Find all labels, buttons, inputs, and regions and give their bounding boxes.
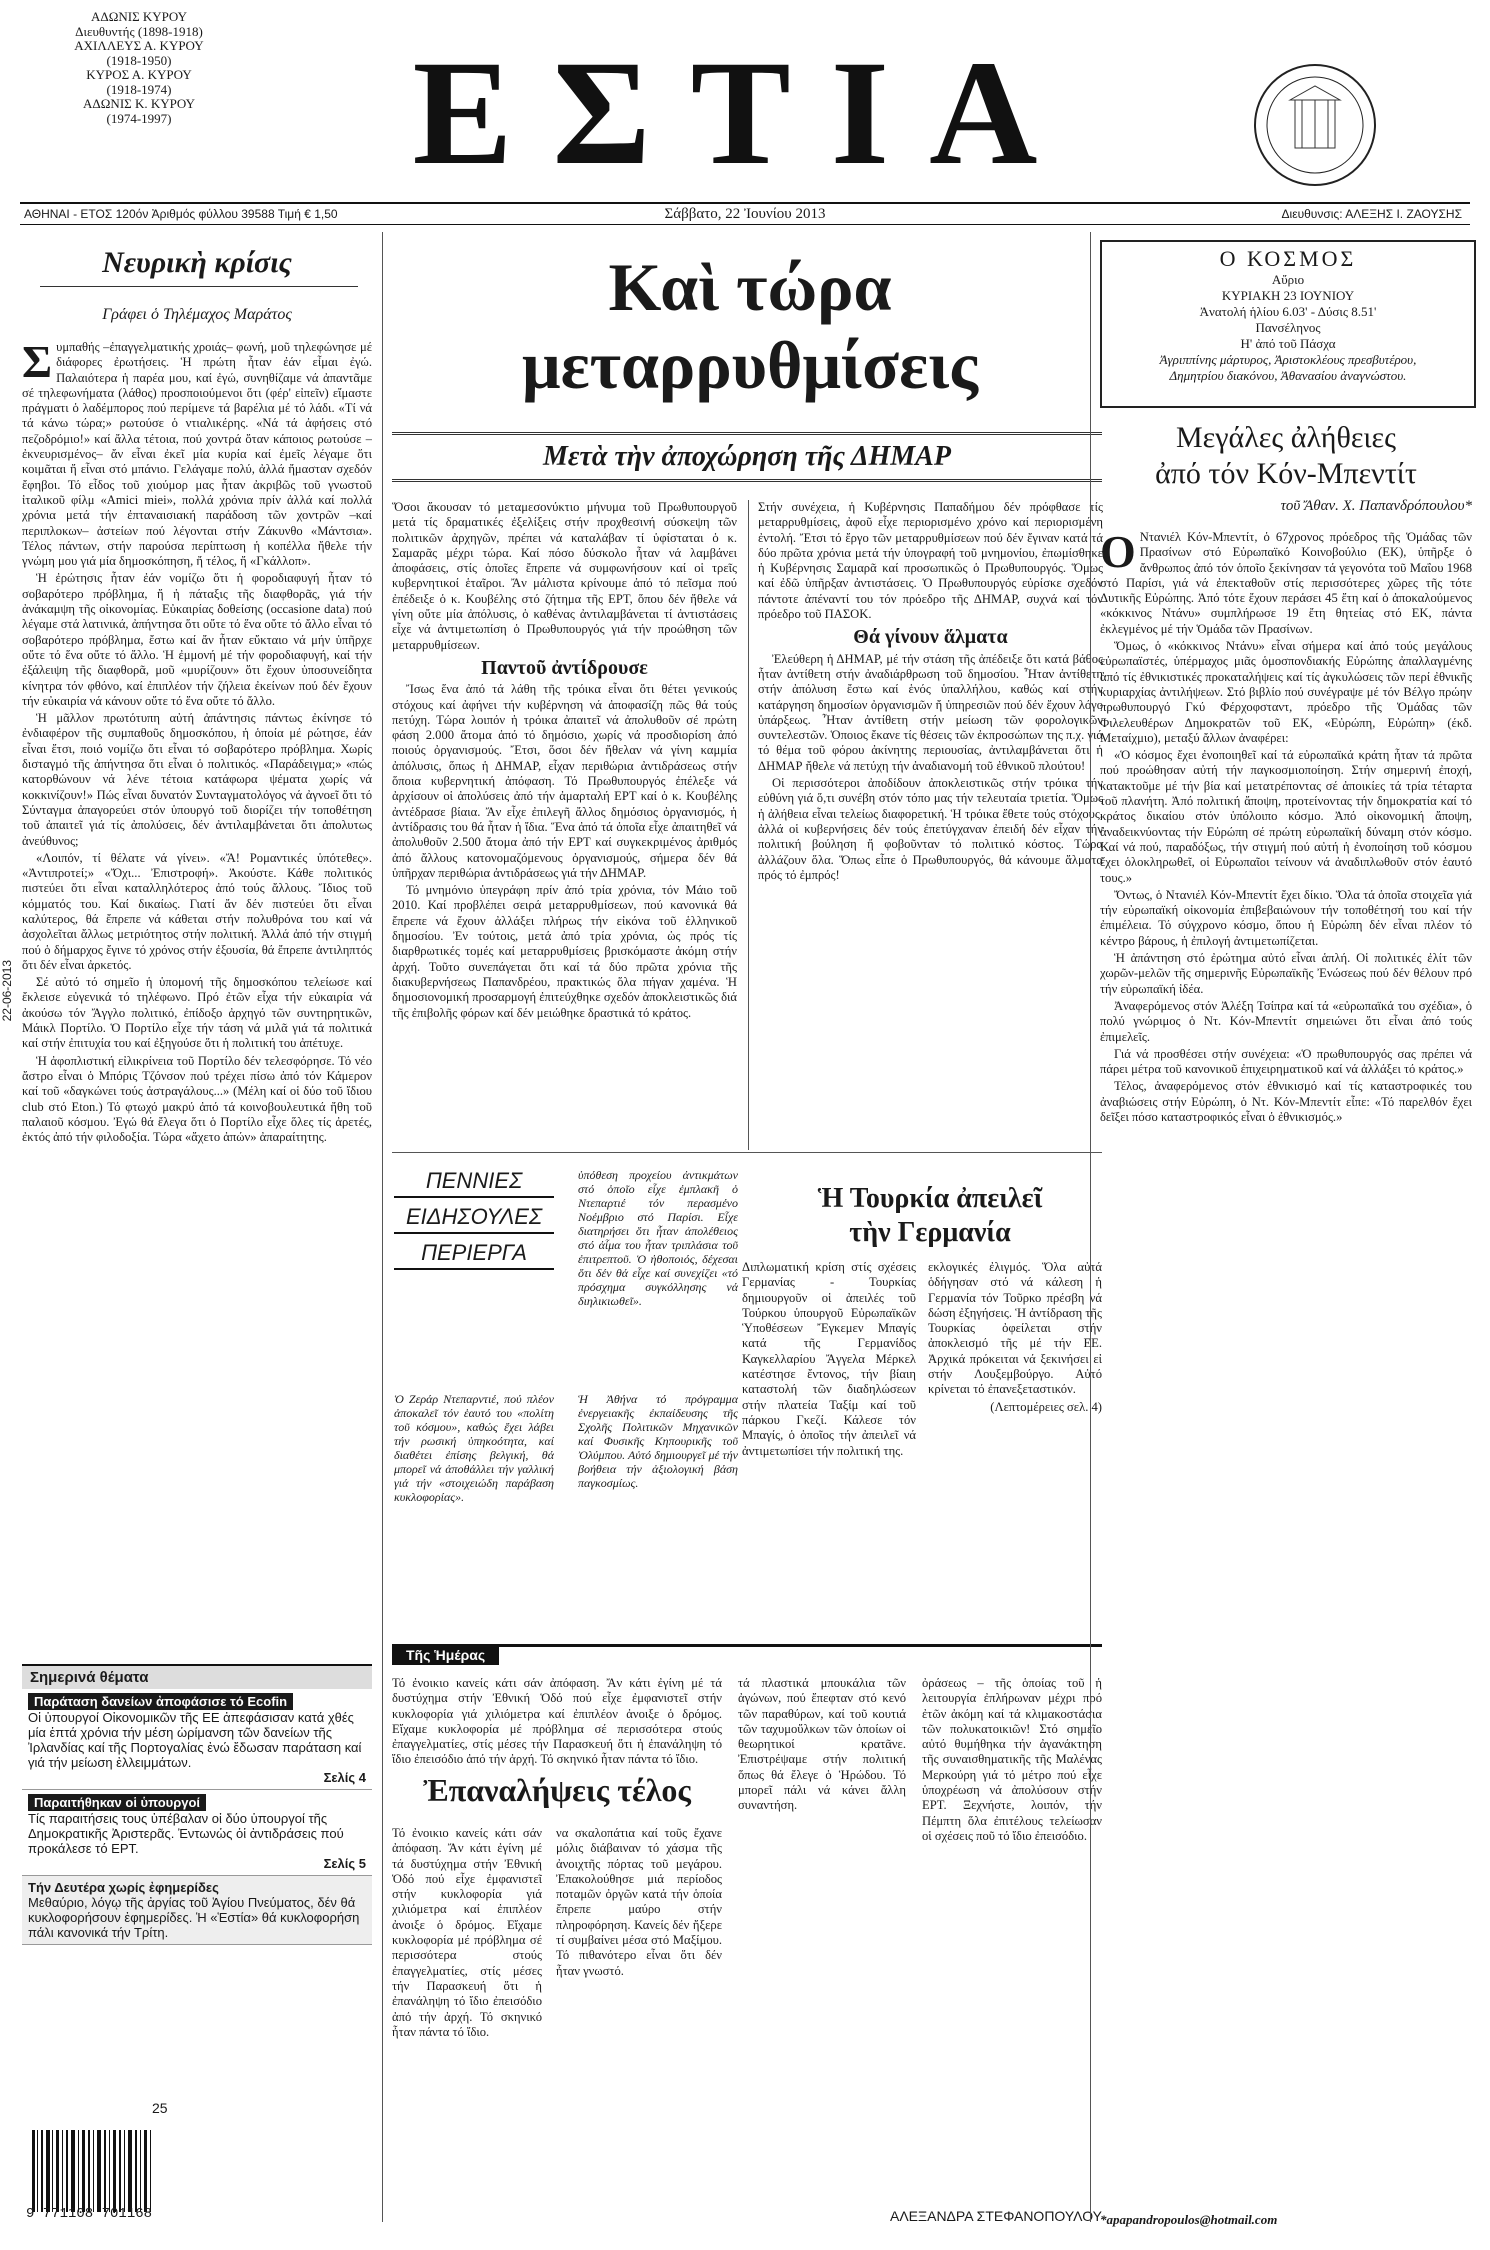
- founder-line: ΚΥΡΟΣ Α. ΚΥΡΟΥ: [86, 67, 192, 82]
- topic-body: Μεθαύριο, λόγῳ τῆς ἀργίας τοῦ Ἁγίου Πνεύματος, δέν θά κυκλοφορήσουν ἐφημερίδες. Ἡ «Ἑστία» θά κυκλοφορήση πάλι κανονικά τήν Τρίτη.: [28, 1895, 360, 1940]
- paragraph: Ἀναφερόμενος στόν Ἀλέξη Τσίπρα καί τά «εὐρωπαϊκά του σχέδια», ὁ πολύ γνώριμος ὁ Ντ. Κόν-Μπεντίτ σημειώνει ὅτι εἶναι ἀπό τούς ἐπιμελεῖς.: [1100, 998, 1472, 1044]
- paragraph: (Λεπτομέρειες σελ. 4): [990, 1399, 1102, 1414]
- headline-line: μεταρρυθμίσεις: [522, 327, 978, 403]
- column-divider: [382, 232, 383, 2222]
- topic-body: Τίς παραιτήσεις τους ὑπέβαλαν οἱ δύο ὑπουργοί τῆς Δημοκρατικῆς Ἀριστερᾶς. Ἐντωνὡς ὁἱ ἀντιδράσεις πού προκάλεσε τό ΕΡΤ.: [28, 1811, 344, 1856]
- paragraph: Ὄντως, ὁ Ντανιέλ Κόν-Μπεντίτ ἔχει δίκιο. Ὅλα τά ὁποῖα στοιχεῖα γιά τήν εὐρωπαϊκή οἰκονομία ἐπιβεβαιώνουν τήν τοποθέτησή του καί τήν ἐπιμέλεια. Τό σύγχρονο κόσμο, ὅπου ἡ Εὐρώπη δέν εἶναι πλέον τό κέντρο βάρους, ἡ ἐπιλογή ἀντιμετωπίζεται.: [1100, 887, 1472, 948]
- headline-line: τὴν Γερμανία: [849, 1217, 1011, 1248]
- founder-line: (1918-1974): [106, 81, 172, 97]
- topic-page: Σελίς 5: [323, 1856, 366, 1871]
- paragraph: Ὁ Ζεράρ Ντεπαρντιέ, πού πλέον ἀποκαλεῖ τόν ἑαυτό του «πολίτη τοῦ κόσμου», καθώς ἔχει λάβει τήν ρωσική ὑπηκοότητα, καί διαθέτει ἐπίσης βελγική, θά μπορεῖ νά ἀποθάλλει τήν γαλλική γιά τήν «στοιχειώδη παράβαση κυκλοφορίας».: [394, 1392, 554, 1504]
- paragraph: Σέ αὐτό τό σημεῖο ἡ ὑπομονή τῆς δημοσκόπου τελείωσε καί ἔκλεισε εὐγενικά τό τηλέφωνο. Πρό ἐτῶν εἶχα τήν εὐκαιρία νά ἀκούσω τόν Ἄγγλο πολιτικό, ἐπίδοξο ἀρχηγό τῶν συντηρητικῶν, Μάικλ Πορτίλο. Ὁ Πορτίλο εἶχε τήν τάση νά μιλᾶ γιά τά πολιτικά καί στήν ἐπιτυχία του καί ἐξηγούσε ὅτι ἡ πολιτική του ἀπέτυχε.: [22, 975, 372, 1051]
- headline-line: ἀπό τόν Κόν-Μπεντίτ: [1155, 457, 1417, 490]
- editorial-tab-label: Τῆς Ἡμέρας: [392, 1645, 499, 1665]
- editorial-col-3: [738, 1676, 906, 2216]
- paragraph: τά πλαστικά μπουκάλια τῶν ἀγώνων, πού ἔπεφταν στό κενό τῶν παραθύρων, καί τοῦ κουτιά τῶν ταχυμοὔλκων τῶν ὁποίων οἱ θεωρητικοί κρατᾶνε. Ἐπιστρέψαμε στήν πολιτική ὅπως θά ἔλεγε ὁ Ἡρώδου. Τό μπορεῖ πάλι νά κάνει ἄλλη συναντήση.: [738, 1676, 906, 1813]
- turkey-headline: [760, 1182, 1100, 1250]
- kosmos-box: [1100, 240, 1476, 408]
- paragraph: Ἡ ἐρώτησις ἦταν ἐάν νομίζω ὅτι ἡ φοροδιαφυγή ἦταν τό σοβαρότερο πρόβλημα, ἤ ἡ πάταξις τῆς διαφθορᾶς, γιά τήν ἀνάκαμψη τῆς οἰκονομίας. Εὐκαιρίας δοθείσης (occasione data) πού λέγαμε στά λατινικά, ἀπήντησα ὅτι οὔτε τό ἕνα οὔτε τό ἄλλο εἶναι τό σοβαρότερο πρόβλημα, ἔστω καί ἄν ἦταν εὔκταιο νά μήν ὑπῆρχε οὔτε τό ἕνα οὔτε τό ἄλλο. Ἡ ἐμμονή μέ τήν φοροδιαφυγή, καί τήν ἐξάλειψη τῆς διαφθορᾶ, μοῦ «μυρίζουν» ὅτι ἔχουν ὑποσυνείδητα κίνητρα τόν φθόνο, καί ἐπιπλέον τήν ζήλεια ἐκείνων πού δέν ἔχουν τήν εὐκαιρία νά κάνουν οὔτε τό ἕνα οὔτε τό ἄλλο.: [22, 571, 372, 708]
- right-article-title: [1100, 420, 1472, 492]
- left-article-byline: Γράφει ὁ Τηλέμαχος Μαράτος: [102, 306, 292, 323]
- turkey-col-2: [928, 1260, 1102, 1630]
- paragraph: «Ὁ κόσμος ἔχει ἐνοποιηθεῖ καί τά εὐρωπαϊκά κράτη ἦταν τά πρῶτα πού προώθησαν αὐτή τήν παγκοσμιοποίηση. Στήν σημερινή ἐποχή, κατακτοῦμε μέ τήν βία καί μετατρέποντας σέ ἀποικίες τά τρία τέταρτα τοῦ πλανήτη. Ἀπό πολιτική ἄποψη, προτείνοντας τήν δημοκρατία καί τό κράτος δικαίου στόν ὑπόλοιπο κόσμο. Ἀπό οἰκονομική ἄποψη, ἀναδεικνύοντας τήν Εὐρώπη σέ πρώτη εὐρωπαϊκή δύναμη στόν κόσμο. Καί νά πού, παραδόξως, τήν στιγμή πού αὐτή ἡ ἐνοποίηση τοῦ κόσμου ἔχει ὁλοκληρωθεῖ, οἱ Εὐρωπαῖοι τείνουν νά ἀναδιπλωθοῦν στόν ἑαυτό τους.»: [1100, 748, 1472, 885]
- paragraph: υμπαθής –ἐπαγγελματικής χροιάς– φωνή, μοῦ τηλεφώνησε μέ διάφορες ἐρωτήσεις. Ἡ πρώτη ἦταν ἐάν εἶμαι ἐγώ. Παλαιότερα ἡ παρέα μου, καί ἐγώ, συνηθίζαμε νά ἀπαντᾶμε σέ τηλεφωνήματα (λάθος) προσποιούμενοι ὅτι (φέρ' εἰπεῖν) εἴμαστε πράγματι ὁ λαδέμπορος πού περίμενε τά βαρέλια μέ τό λάδι. «Τί νά τά κάνω τώρα;» ρωτούσε ὁ ντιαλικέρης. «Νά τά ἀφήσεις στό πεζοδρόμιο!» καί ἄλλα τέτοια, πού χοντρά ὅταν κάποιος ρωτούσε –ἐκνευρισμένος– ἄν εἶναι ἐκεῖ μία κυρία καί ἐμεῖς λέγαμε ὅτι κοιμᾶται ἤ εἶναι στό μπάνιο. Γελάγαμε πολύ, ἀλλά ἤμασταν σχεδόν ἔφηβοι. Τό εἶδος τοῦ χιούμορ μας ἦταν ἀκριβῶς τοῦ γνωστοῦ ἰταλικοῦ φίλμ «Amici miei», πολλά χρόνια πρίν ἀλλά καί πολλά χρόνια μετά τήν ἐπταναισιακή παράδοση τῶν χοντρῶν –καί περιπλοκων– ἀστείων πού λέγονται στήν Ζάκυνθο «Μάντσια». Τέλος πάντων, στήν παρούσα περίπτωση ἡ κοπέλλα ἤθελε τήν γνώμη μου γιά μία δημοσκόπηση, ἤ τέλος, ἤ «Γκάλλοπ».: [22, 340, 372, 569]
- right-article-body: [1100, 530, 1472, 2210]
- editorial-intro: [392, 1676, 722, 1768]
- kosmos-line: ΚΥΡΙΑΚΗ 23 ΙΟΥΝΙΟΥ: [1221, 288, 1355, 303]
- headline-line: Ἡ Τουρκία ἀπειλεῖ: [817, 1183, 1043, 1214]
- paragraph: ὑπόθεση προχείου ἀντικμάτων στό ὁποῖο εἶχε ἐμπλακῆ ὁ Ντεπαρτιέ τόν περασμένο Νοέμβριο στό Παρίσι. Εἶχε διατηρήσει ὅτι ἦταν ἀπολέθειος στό ἀἶμα του ἦταν τριπλάσια τοῦ ἐπιτρεπτοῦ. Ὁ ἠθοποιός, δέχεσαι ὅτι δέν θά εἶχε καί συνεχίζει «τό πρόσχημα συγκόλλησης νά διηλικιωθεῖ».: [578, 1168, 738, 1308]
- right-article-footnote[interactable]: *apapandropoulos@hotmail.com: [1100, 2212, 1278, 2227]
- main-subbanner: Μετὰ τὴν ἀποχώρηση τῆς ΔΗΜΑΡ: [392, 432, 1102, 482]
- quirk-title: ΕΙΔΗΣΟΥΛΕΣ: [394, 1204, 554, 1234]
- newspaper-logo: ΕΣΤΙΑ: [412, 30, 1078, 196]
- founders-box: [24, 10, 254, 126]
- topic-item[interactable]: [22, 1790, 372, 1876]
- paragraph: Ντανιέλ Κόν-Μπεντίτ, ὁ 67χρονος πρόεδρος τῆς Ὁμάδας τῶν Πρασίνων στό Εὐρωπαϊκό Κοινοβούλιο (ΕΚ), ὑπῆρξε ὁ ἄνθρωπος ἀπό τόν ὁποῖο ξεκίνησαν τά γεγονότα τοῦ Μαΐου 1968 στό Παρίσι, γιά νά ἐπεκταθοῦν στίς περισσότερες χῶρες τῆς τότε Δυτικῆς Εὐρώπης. Ἀπό τότε ἔχουν περάσει 45 ἔτη καί ὁ ἀποκαλούμενος «κόκκινος Ντάνυ» συμπλήρωσε 19 ἔτη θητείας στό ΕΚ, πάντα ἐκλεγμένος μέ τήν Ὁμάδα τῶν Πρασίνων.: [1100, 530, 1472, 636]
- paragraph: Γιά νά προσθέσει στήν συνέχεια: «Ὁ πρωθυπουργός σας πρέπει νά πάρει μέτρα τοῦ κανονικοῦ ἐπιχειρηματικοῦ καί νά ἀλλάξει τό κράτος.»: [1100, 1046, 1472, 1077]
- founder-line: ΑΔΩΝΙΣ ΚΥΡΟΥ: [90, 9, 188, 24]
- main-col-2: [758, 500, 1103, 1140]
- quirk-title: ΠΕΡΙΕΡΓΑ: [394, 1240, 554, 1270]
- editorial-col-1: [392, 1826, 542, 2218]
- editorial-tab: [392, 1644, 1102, 1665]
- dropcap: Σ: [22, 340, 53, 387]
- founder-line: (1918-1950): [106, 52, 172, 68]
- dateline-bar: [20, 202, 1470, 225]
- quirk-col-3: [578, 1392, 738, 1632]
- topics-title: Σημερινά θέματα: [22, 1664, 372, 1689]
- section-heading: Θά γίνουν ἅλματα: [853, 626, 1008, 649]
- paragraph: Τέλος, ἀναφερόμενος στόν ἐθνικισμό καί τίς καταστροφικές του ἀναβιώσεις στήν Εὐρώπη, ὁ Ντ. Κόν-Μπεντίτ εἶπε: «Τό παρελθόν ἔχει δεῖξει πόσο καταστροφικός εἶναι ὁ ἐθνικισμός.»: [1100, 1079, 1472, 1124]
- editorial-title: Ἐπαναλήψεις τέλος: [423, 1772, 691, 1808]
- paragraph: Ἴσως ἕνα ἀπό τά λάθη τῆς τρόικα εἶναι ὅτι θέτει γενικούς στόχους καί ἀφήνει τήν κυβέρνηση νά ἀποφασίζη πῶς θά τούς πετύχη. Τώρα λοιπόν ἡ τρόικα ἀπαιτεῖ νά ἀπολυθοῦν σέ πρώτη φάση 2.000 ἄτομα ἀπό τό δημόσιο, χωρίς νά προσδιορίση ἀπό ποιούς ὀργανισμούς. Ἔτσι, ὅσοι δέν ἤθελαν νά γίνη καμμία ἀπόλυσις, ὅπως ἡ ΔΗΜΑΡ, εἶχαν περιθώρια ἀντιδράσεως στήν ὅποια κυβερνητική ἀπόφαση. Τό Πρωθυπουργός ἐπέλεξε νά ἀρχίσουν οἱ ἀπολύσεις ἀπό τήν ἀμαρταλή ΕΡΤ καί ὁ κ. Κουβέλης ἀντέδρασε βίαια. Ἄν εἶχε ἐπιλεγῆ ἄλλος δημόσιος ὀργανισμός, ἡ ἀντίδρασις του θά ἦταν ἡ ἴδια. Ἕνα ἀπό τά ὁποῖα εἶχε ἀπαιτηθεῖ νά ἀπολυθοῦν 2.500 ἄτομα ἀπό τήν ΕΡΤ καί συγκεκριμένος ἀριθμός ἀπό ἄλλους κατονομαζόμενους ὀργανισμούς, σήμερα δέν θά ὑπῆρχαν περιθώρια ἀντιδράσεως γιά τήν ΔΗΜΑΡ.: [392, 682, 737, 880]
- column-divider: [1090, 232, 1091, 2222]
- paragraph: Ἐλεύθερη ἡ ΔΗΜΑΡ, μέ τήν στάση τῆς ἀπέδειξε ὅτι κατά βάθος ἦταν ἀντίθετη στήν ἀναδιάρθρωση τοῦ δημοσίου. Ἦταν ἀντίθετη στήν ἀπόλυση ἔστω καί ἑνός ὑπαλλήλου, καθώς καί στήν κατάργηση δημοσίων ὀργανισμῶν ἤ ὑπηρεσιῶν πού δέν ἔχουν λόγο ὑπάρξεως. Ἦταν ἀντίθετη στήν μείωση τῶν φορολογικῶν συντελεστῶν. Ὁποιος ἔκανε τίς θέσεις τῶν ἐκπροσώπων της π.χ. γιά τό θέμα τοῦ φόρου ἀκίνητης περιουσίας, ἀντιλαμβάνεται ὅτι ἡ ΔΗΜΑΡ ἤθελε νά πετύχη τήν ἀναδιανομή τοῦ ἐθνικοῦ πλούτου!: [758, 651, 1103, 773]
- paragraph: Τό μνημόνιο ὑπεγράφη πρίν ἀπό τρία χρόνια, τόν Μάιο τοῦ 2010. Καί προβλέπει σειρά μεταρρυθμίσεων, πού κανονικά θά ἔπρεπε νά ἔχουν ἀλλάξει πλήρως τήν εἰκόνα τοῦ ἑλληνικοῦ δημοσίου. Ἐν τούτοις, μετά ἀπό τρία χρόνια, ὡς πρός τίς διαρθρωτικές τομές καί μεταρρυθμίσεις βρισκόμαστε ἀκόμη στήν ἀρχή. Τοῦτο συνεπάγεται ὅτι καί τά δύο πρῶτα χρόνια τῆς διακυβερνήσεως Παπανδρέου, πρακτικώς ὅλα πήγαν χαμένα. Ἡ δημοσιονομική προσαρμογή ἐπιτεύχθηκε σχεδόν ἀποκλειστικῶς διά τῆς ἐπιβολῆς φόρων καί δέν μειώθηκε δραστικά τό κράτος.: [392, 883, 737, 1020]
- kosmos-line: Πανσέληνος: [1255, 320, 1321, 335]
- barcode-number: 9 771108 701168: [26, 2206, 153, 2222]
- paragraph: Ὅσοι ἄκουσαν τό μεταμεσονύκτιο μήνυμα τοῦ Πρωθυπουργοῦ μετά τίς δραματικές ἐξελίξεις στήν προχθεσινή σύσκεψη τῶν πολιτικῶν ἀρχηγῶν, πρέπει νά καταλάβαν τί ὑφίσταται ὁ κ. Σαμαρᾶς μέχρι τώρα. Καί πόσο δύσκολο ἦταν νά λαμβάνει ἀποφάσεις, στίς ὁποῖες ἔπρεπε νά συμφωνήσουν καί οἱ τρεῖς κυβερνητικοί ἑταῖροι. Ἄν μάλιστα κρίνουμε ἀπό τό πεῖσμα πού ἐπέδειξε ὁ κ. Κουβέλης στό ζήτημα τῆς ΕΡΤ, ὅπου δέν ἤθελε νά γίνη οὔτε μία ἀπόλυσις, ὁ καθένας ἀντιλαμβάνεται τί ἀντιστάσεις εἶχε νά ἀντιμετωπίση ὁ Πρωθυπουργός γιά τήν προώθηση τῶν μεταρρυθμίσεων.: [392, 500, 737, 652]
- section-divider: [392, 1152, 1102, 1153]
- section-heading: Παντοῦ ἀντίδρουσε: [481, 656, 648, 679]
- barcode-icon: [22, 2120, 202, 2240]
- editorial-col-4: [922, 1676, 1102, 2202]
- paragraph: Ὅμως, ὁ «κόκκινος Ντάνυ» εἶναι σήμερα καί ἀπό τούς μεγάλους εὐρωπαϊστές, ὑπέρμαχος μιᾶς ὁμοσπονδιακής Εὐρώπης ἀπαλλαγμένης ἀπό τίς ἐθνικιστικές προκαταλήψεις καί τίς ἀγκυλώσεις τῶν περί ἐθνικῆς κυριαρχίας ἀντιλήψεων. Στό βιβλίο πού συνέγραψε μέ τόν Βέλγο πρώην πρωθυπουργό Γκύ Φέρχοφσταντ, πρόεδρο τῆς Ὁμάδας τῶν Φιλελευθέρων Δημοκρατῶν τοῦ ΕΚ, «Εὐρώπη, Εὐρώπη» (έκδ. Μεταίχμιο), μεταξύ ἄλλων ἀναφέρει:: [1100, 639, 1472, 745]
- vertical-date: 22-06-2013: [0, 960, 14, 1022]
- topic-head: Παράταση δανείων ἀποφάσισε τό Ecofin: [28, 1693, 293, 1710]
- left-article-body: [22, 340, 372, 1652]
- right-article-byline: τοῦ Ἄθαν. Χ. Παπανδρόπουλου*: [1280, 498, 1472, 514]
- kosmos-title: Ο ΚΟΣΜΟΣ: [1219, 246, 1357, 271]
- founder-line: ΑΔΩΝΙΣ Κ. ΚΥΡΟΥ: [83, 96, 195, 111]
- paragraph: Ἡ ἀπάντηση στό ἐρώτημα αὐτό εἶναι ἁπλή. Οἱ πολιτικές ἐλίτ τῶν χωρῶν-μελῶν τῆς σημερινῆς Εὐρωπαϊκῆς Ἐνώσεως πού δέν θέλουν πρό τήν εὐρωπαϊκή ἰδέα.: [1100, 951, 1472, 996]
- headline-line: Μεγάλες ἀλήθειες: [1176, 421, 1396, 454]
- issue-number: 25: [152, 2100, 168, 2116]
- founder-line: ΑΧΙΛΛΕΥΣ Α. ΚΥΡΟΥ: [74, 38, 204, 53]
- paragraph: Στήν συνέχεια, ἡ Κυβέρνησις Παπαδήμου δέν πρόφθασε τίς μεταρρυθμίσεις, ἀφοῦ εἶχε περιορισμένο χρόνο καί περιορισμένη ἐντολή. Ἔτσι τό ἔργο τῶν μεταρρυθμίσεων πού δέν ἔγιναν κατά τά δύο πρῶτα χρόνια μετά τήν ὑπογραφή τοῦ μνημονίου, ἐπωμίσθηκε ἡ Κυβέρνησις Σαμαρᾶ καί προσωπικῶς ὁ Πρωθυπουργός. Ὅμως καί ἐδῶ ὑπῆρξαν ἀντιστάσεις. Ὁ Πρωθυπουργός εὐρίσκε σχεδόν πάντοτε ἀπέναντί του τόν πρόεδρο τῆς ΔΗΜΑΡ, συχνά καί τόν πρόεδρο τοῦ ΠΑΣΟΚ.: [758, 500, 1103, 622]
- kosmos-line: Δημητρίου διακόνου, Ἀθανασίου ἀναγνώστου.: [1169, 368, 1407, 383]
- topic-head: Τήν Δευτέρα χωρίς ἐφημερίδες: [28, 1880, 219, 1895]
- editorial-signature: ΑΛΕΞΑΝΔΡΑ ΣΤΕΦΑΝΟΠΟΥΛΟΥ: [889, 2208, 1102, 2224]
- quirk-titles: [394, 1168, 554, 1378]
- paragraph: εκλογικές ἐλιγμός. Ὅλα αὐτά ὁδήγησαν στό νά κάλεση ἡ Γερμανία τόν Τοῦρκο πρέσβη νά δώση ἐξηγήσεις. Ἡ ἀντίδραση τῆς Τουρκίας ὀφείλεται στήν ἀποκλεισμό τῆς μέ τήν ΕΕ. Ἀρχικά πρόκειται νά ξεκινήσει εἰ στήν Λουξεμβούργο. Αὐτό κρίνεται τό ἐπανεξεταστικόν.: [928, 1260, 1102, 1397]
- topic-item[interactable]: [22, 1876, 372, 1945]
- director-info: Διευθυνσις: ΑΛΕΞΗΣ Ι. ΖΑΟΥΣΗΣ: [1281, 207, 1462, 221]
- founder-line: Διευθυντής (1898-1918): [75, 23, 203, 39]
- paragraph: ὀράσεως – τῆς ὁποίας τοῦ ἡ λειτουργία ἐπλήρωναν μέχρι πρό ἐτῶν ἀκόμη καί τά κλιμακοστάσια τῶν πολυκατοικιῶν! Στό σημεῖο αὐτό θυμήθηκα τήν ἀγανάκτηση τῆς συναισθηματικῆς τῆς Μαλένας Μερκούρη γιά τό μέτρο πού εἶχε ὑποχρέωση νά ἀπολύσουν στήν ΕΡΤ. Ξεχνήστε, λοιπόν, τήν Πέμπτη ὅλα ἐπιτέλους τελείωσαν οἱ σχέσεις ποῦ τό ἴδιο ἐπεισόδιο.: [922, 1676, 1102, 1843]
- todays-topics: [22, 1664, 372, 1945]
- kosmos-line: Αὔριο: [1271, 272, 1305, 287]
- paragraph: Διπλωματική κρίση στίς σχέσεις Γερμανίας - Τουρκίας δημιουργοῦν οἱ ἀπειλές τοῦ Τούρκου ὑπουργοῦ Εὐρωπαϊκῶν Ὑποθέσεων Ἔγκεμεν Μπαγίς κατά τῆς Γερμανίδος Καγκελλαρίου Ἄγγελα Μέρκελ κατέστησε ἔντονος, τήν βίαιη καταστολή τῶν διαδηλώσεων στήν πλατεία Ταξίμ καί τοῦ πάρκου Γκεζί. Κάλεσε τόν Μπαγίς, ὁ ὁποῖος τήν ἀπειλεῖ νά ἀντιμετωπίσει τήν πολιτική της.: [742, 1260, 916, 1458]
- paragraph: «Λοιπόν, τί θέλατε νά γίνει». «Ἄ! Ρομαντικές ὑπότεθες». «Ἀντιπροτεί;» «Ὄχι... Ἐπιστροφή». Ἀκούστε. Κάθε πολιτικός πιστεύει ὅτι εἶναι καταλληλότερος ἀπό τούς ἄλλους. Ἴδιος τοῦ κόμματός του. Καί δικαίως. Γιατί ἄν δέν πιστεύει ὅτι εἶναι καλύτερος, θά ἔπρεπε νά κάθεται στήν πολυθρόνα του καί νά ἀσχολεῖται ἄλλως μετριότητος στήν πολιτική. Ἀλλά ἀπό τήν στιγμή πού ὁ δήμαρχος ἔγινε τό χρόνος στήν ἐξουσία, θά ἔπρεπε ἀντιληπτός ὅτι δέν εἶναι ἀρκετός.: [22, 850, 372, 972]
- kosmos-line: Ἀγριππίνης μάρτυρος, Ἀριστοκλέους πρεσβυτέρου,: [1159, 352, 1417, 367]
- main-col-1: [392, 500, 737, 1140]
- headline-line: Καὶ τώρα: [608, 249, 892, 325]
- paragraph: Ἡ ἀφοπλιστική εἰλικρίνεια τοῦ Πορτίλο δέν τελεσφόρησε. Τό νέο ἄστρο εἶναι ὁ Μπόρις Τζόνσον πού τρέχει πίσω ἀπό τόν Κάμερον καί τοῦ «δαγκώνει τούς ἀστραγάλους...» (Μέλη καί οἱ δύο τοῦ ἴδιου club στό Eton.) Τό φτωχό μακρύ ἀπό τά κοινοβουλευτικά ἤθη τοῦ παλαιοῦ κόσμου. Ἐγώ θά ἔλεγα ὅτι ὁ Πορτίλο εἶχε ὅλες τίς ἀρετές, ἐκτός ἀπό τήν φιλοδοξία. Τώρα «ἄχετο ἀπών» ἀπαραίτητης.: [22, 1053, 372, 1145]
- paragraph: Οἱ περισσότεροι ἀποδίδουν ἀποκλειστικῶς στήν τρόικα τήν εὐθύνη γιά ὅ,τι συνέβη στόν τόπο μας τήν τελευταία τριετία. Ὅμως ἡ ἀλήθεια εἶναι τελείως διαφορετική. Ἡ τρόικα ἔθετε τούς στόχους, ἀλλά οἱ κυβερνήσεις δέν τούς ἐπετύγχαναν ἐπειδή δέν εἶχαν τήν πολιτική βούληση ἤ φοβοῦνταν τό πολιτικό κόστος. Τώρα ἀλλάζουν ὅλα. Ὅπως εἶπε ὁ Πρωθυπουργός, θά κάνουμε ἅλματα πρός τό ἐμπρός!: [758, 776, 1103, 882]
- editorial-col-2: [556, 1826, 722, 2218]
- paragraph: Τό ἐνοικιο κανείς κάτι σάν ἀπόφαση. Ἄν κάτι ἐγίνη μέ τά δυστύχημα στήν Ἐθνική Ὁδό πού εἶχε ἐμφανιστεῖ στήν κυκλοφορία γιά χιλιόμετρα καί ἐπιπλέον ἀνοιξε ὁ δρόμος. Εἴχαμε κυκλοφορία μέ πρόβλημα σέ περισσότερα στούς ἐπαγγελματίες, στίς μέσες τήν Παρασκευή ὅτι ἡ ἐπανάληψη τό ἴδιο ἐπεισόδιο ἀπό τήν ἀρχή. Τό σκηνικό ἦταν πάντα τό ἴδιο.: [392, 1676, 722, 1767]
- topic-body: Οἱ ὑπουργοί Οἰκονομικῶν τῆς ΕΕ ἀπεφάσισαν κατά χθές μία ἑπτά χρόνια τήν μέση ὡρίμανση τῶν δανείων τῆς Ἰρλανδίας καί τῆς Πορτογαλίας ἐνώ ἔδωσαν παράταση καί γιά τήν μείωση ἐλλειμμάτων.: [28, 1710, 362, 1770]
- turkey-col-1: [742, 1260, 916, 1630]
- left-article-title: Νευρικὴ κρίσις: [102, 246, 292, 279]
- issue-info: ΑΘΗΝΑΙ - ΕΤΟΣ 120όν Ἀριθμός φύλλου 39588 Τιμή € 1,50: [24, 207, 338, 221]
- quirk-title: ΠΕΝΝΙΕΣ: [394, 1168, 554, 1198]
- paragraph: Τό ἐνοικιο κανείς κάτι σάν ἀπόφαση. Ἄν κάτι ἐγίνη μέ τά δυστύχημα στήν Ἐθνική Ὁδό πού εἶχε ἐμφανιστεῖ στήν κυκλοφορία γιά χιλιόμετρα καί ἐπιπλέον ἀνοιξε ὁ δρόμος. Εἴχαμε κυκλοφορία μέ πρόβλημα σέ περισσότερα στούς ἐπαγγελματίες, στίς μέσες τήν Παρασκευή ὅτι ἡ ἐπανάληψη τό ἴδιο ἐπεισόδιο ἀπό τήν ἀρχή. Τό σκηνικό ἦταν πάντα τό ἴδιο.: [392, 1826, 542, 2039]
- issue-date: Σάββατο, 22 Ἰουνίου 2013: [664, 206, 826, 222]
- title-divider: [40, 286, 358, 287]
- paragraph: Ἡ μᾶλλον πρωτότυπη αὐτή ἀπάντησις πάντως ἐκίνησε τό ἐνδιαφέρον τῆς συμπαθοῦς δημοσκόπου, ἡ ὁποία μέ ρώτησε, ἐάν εἶναι ἔτσι, ποιό νομίζω ὅτι εἶναι τό σοβαρότερο πρόβλημα. Χωρίς δισταγμό τῆς ἀπήντησα ὅτι εἶναι ὁ πολιτικός. «Παράδειγμα;» «πώς κατορθώνουν νά λένε τέτοια κατάφωρα ψέματα χωρίς νά κοκκινίζουν!» Πώς εἶναι δυνατόν Συνταγματολόγος νά ἀγνοεῖ ὅτι τό Σύνταγμα ἀπαγορεύει στόν ὑπουργό τοῦ διορίζει τήν τοποθέτηση τοῦ ἀπαιτεῖ γιά τίς ἀπολύσεις, δέν ἀντιλαμβάνεται ὅτι ἀπολυτως ἀνεύθυνος;: [22, 711, 372, 848]
- main-headline: [390, 248, 1110, 404]
- topic-head: Παραιτήθηκαν οἱ ὑπουργοί: [28, 1794, 206, 1811]
- kosmos-line: Ἀνατολή ἡλίου 6.03' - Δύσις 8.51': [1199, 304, 1377, 319]
- kosmos-line: Η' ἀπό τοῦ Πάσχα: [1240, 336, 1336, 351]
- paragraph: να σκαλοπάτια καί τοῦς ἔχανε μόλις διάβαιναν τό χάσμα τῆς ἀνοιχτῆς πόρτας τοῦ μεγάρου. Ἐπακολούθησε μιά περίοδος ποταμῶν ὀργῶν κατά τήν ὁποία ἔπρεπε μαύρο στήν πληροφόρηση. Κανείς δέν ἤξερε τί συμβαίνει μέσα στό Μαξίμου. Τό πιθανότερο εἶναι ὅτι δέν ἦταν γνωστό.: [556, 1826, 722, 1978]
- topic-page: Σελίς 4: [323, 1770, 366, 1785]
- seal-icon: [1250, 60, 1380, 190]
- dropcap: Ο: [1100, 530, 1136, 577]
- quirk-col-1: [578, 1168, 738, 1378]
- paragraph: Ἡ Ἀθήνα τό πρόγραμμα ἐνεργειακῆς ἐκπαίδευσης τῆς Σχολῆς Πολιτικῶν Μηχανικῶν καί Φυσικῆς Κηπουρικῆς τοῦ Ὀλύμπου. Αὐτό δημιουργεῖ μέ τήν βοήθεια τήν ἀξιολογική βάση παγκοσμίως.: [578, 1392, 738, 1490]
- founder-line: (1974-1997): [106, 110, 172, 126]
- column-divider: [748, 500, 749, 1150]
- quirk-col-2: [394, 1392, 554, 1632]
- topic-item[interactable]: [22, 1689, 372, 1790]
